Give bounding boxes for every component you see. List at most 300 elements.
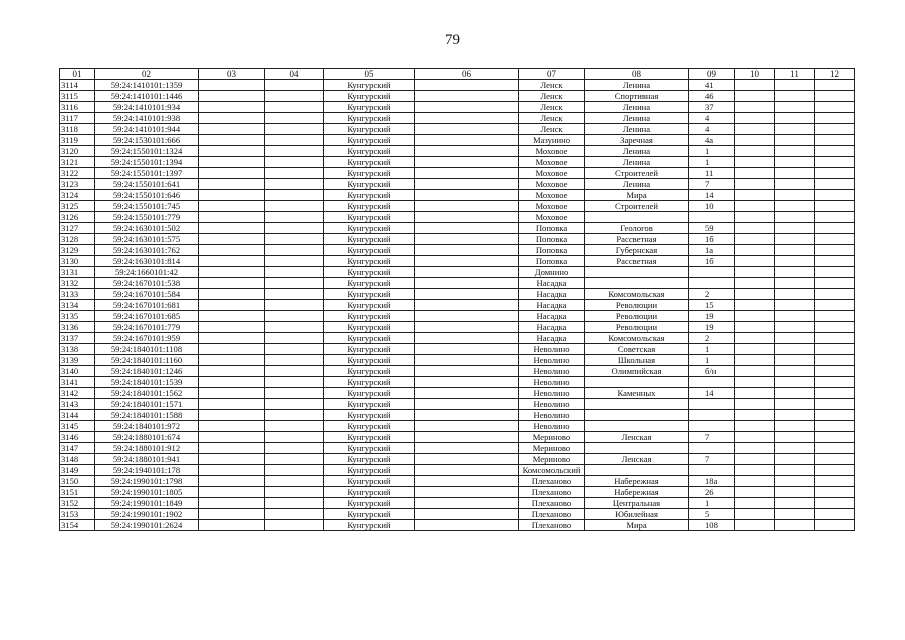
col-03-cell: [199, 223, 265, 234]
col-03-cell: [199, 91, 265, 102]
house-number-cell: 7: [689, 454, 735, 465]
row-number-cell: 3132: [60, 278, 95, 289]
district-cell: Кунгурский: [324, 289, 415, 300]
table-row: [60, 102, 855, 113]
col-03-cell: [199, 212, 265, 223]
col-04-cell: [265, 256, 324, 267]
cadastral-number-cell: 59:24:1670101:681: [95, 300, 199, 311]
district-cell: Кунгурский: [324, 300, 415, 311]
cadastral-number-cell: 59:24:1550101:779: [95, 212, 199, 223]
settlement-cell: Неволино: [519, 399, 585, 410]
col-10-cell: [735, 135, 775, 146]
table-row: [60, 80, 855, 91]
col-03-cell: [199, 509, 265, 520]
col-03-cell: [199, 80, 265, 91]
col-06-cell: [415, 102, 519, 113]
district-cell: Кунгурский: [324, 102, 415, 113]
street-cell: Школьная: [585, 355, 689, 366]
cadastral-number-cell: 59:24:1410101:938: [95, 113, 199, 124]
col-10-cell: [735, 289, 775, 300]
col-11-cell: [775, 509, 815, 520]
col-04-cell: [265, 245, 324, 256]
settlement-cell: Мериново: [519, 454, 585, 465]
settlement-cell: Ленск: [519, 91, 585, 102]
cadastral-number-cell: 59:24:1530101:666: [95, 135, 199, 146]
col-12-cell: [815, 201, 855, 212]
house-number-cell: [689, 443, 735, 454]
cadastral-number-cell: 59:24:1550101:1324: [95, 146, 199, 157]
row-number-cell: 3115: [60, 91, 95, 102]
row-number-cell: 3152: [60, 498, 95, 509]
col-11-cell: [775, 311, 815, 322]
table-row: [60, 432, 855, 443]
col-04-cell: [265, 333, 324, 344]
col-10-cell: [735, 179, 775, 190]
street-cell: [585, 377, 689, 388]
row-number-cell: 3137: [60, 333, 95, 344]
settlement-cell: Моховое: [519, 201, 585, 212]
house-number-cell: 14: [689, 388, 735, 399]
district-cell: Кунгурский: [324, 465, 415, 476]
table-row: [60, 245, 855, 256]
street-cell: Ленина: [585, 157, 689, 168]
settlement-cell: Мериново: [519, 443, 585, 454]
col-03-cell: [199, 487, 265, 498]
cadastral-number-cell: 59:24:1880101:941: [95, 454, 199, 465]
col-04-cell: [265, 179, 324, 190]
cadastral-number-cell: 59:24:1940101:178: [95, 465, 199, 476]
row-number-cell: 3148: [60, 454, 95, 465]
table-row: [60, 256, 855, 267]
col-11-cell: [775, 520, 815, 531]
col-11-cell: [775, 91, 815, 102]
col-03-cell: [199, 311, 265, 322]
settlement-cell: Плеханово: [519, 520, 585, 531]
col-03-cell: [199, 179, 265, 190]
street-cell: Ленина: [585, 124, 689, 135]
register-table: [59, 68, 855, 531]
col-11-cell: [775, 443, 815, 454]
cadastral-number-cell: 59:24:1550101:646: [95, 190, 199, 201]
street-cell: Рассветная: [585, 256, 689, 267]
col-06-cell: [415, 322, 519, 333]
col-03-cell: [199, 157, 265, 168]
house-number-cell: [689, 410, 735, 421]
col-12-cell: [815, 443, 855, 454]
col-12-cell: [815, 124, 855, 135]
col-06-cell: [415, 355, 519, 366]
table-row: [60, 366, 855, 377]
cadastral-number-cell: 59:24:1990101:1849: [95, 498, 199, 509]
col-06-cell: [415, 289, 519, 300]
house-number-cell: 2: [689, 333, 735, 344]
settlement-cell: Поповка: [519, 223, 585, 234]
col-04-cell: [265, 432, 324, 443]
column-header-5: 05: [324, 69, 415, 80]
street-cell: Губернская: [585, 245, 689, 256]
district-cell: Кунгурский: [324, 344, 415, 355]
cadastral-number-cell: 59:24:1550101:745: [95, 201, 199, 212]
col-12-cell: [815, 289, 855, 300]
col-11-cell: [775, 146, 815, 157]
col-11-cell: [775, 212, 815, 223]
cadastral-number-cell: 59:24:1630101:502: [95, 223, 199, 234]
cadastral-number-cell: 59:24:1990101:1798: [95, 476, 199, 487]
street-cell: Строителей: [585, 168, 689, 179]
col-12-cell: [815, 355, 855, 366]
table-row: [60, 443, 855, 454]
row-number-cell: 3119: [60, 135, 95, 146]
row-number-cell: 3127: [60, 223, 95, 234]
house-number-cell: 5: [689, 509, 735, 520]
table-row: [60, 311, 855, 322]
district-cell: Кунгурский: [324, 454, 415, 465]
col-04-cell: [265, 289, 324, 300]
col-04-cell: [265, 520, 324, 531]
col-03-cell: [199, 344, 265, 355]
table-row: [60, 113, 855, 124]
settlement-cell: Мазунино: [519, 135, 585, 146]
row-number-cell: 3134: [60, 300, 95, 311]
street-cell: Комсомольская: [585, 333, 689, 344]
col-11-cell: [775, 135, 815, 146]
settlement-cell: Плеханово: [519, 498, 585, 509]
house-number-cell: [689, 377, 735, 388]
col-10-cell: [735, 80, 775, 91]
table-row: [60, 179, 855, 190]
col-12-cell: [815, 267, 855, 278]
district-cell: Кунгурский: [324, 476, 415, 487]
cadastral-number-cell: 59:24:1630101:762: [95, 245, 199, 256]
col-10-cell: [735, 421, 775, 432]
col-11-cell: [775, 399, 815, 410]
col-03-cell: [199, 432, 265, 443]
district-cell: Кунгурский: [324, 311, 415, 322]
col-12-cell: [815, 333, 855, 344]
col-10-cell: [735, 168, 775, 179]
col-12-cell: [815, 190, 855, 201]
district-cell: Кунгурский: [324, 267, 415, 278]
col-04-cell: [265, 487, 324, 498]
house-number-cell: 7: [689, 179, 735, 190]
settlement-cell: Насадка: [519, 311, 585, 322]
row-number-cell: 3142: [60, 388, 95, 399]
col-10-cell: [735, 377, 775, 388]
col-04-cell: [265, 124, 324, 135]
table-row: [60, 278, 855, 289]
district-cell: Кунгурский: [324, 410, 415, 421]
col-04-cell: [265, 190, 324, 201]
col-11-cell: [775, 102, 815, 113]
col-12-cell: [815, 509, 855, 520]
row-number-cell: 3128: [60, 234, 95, 245]
house-number-cell: [689, 465, 735, 476]
settlement-cell: Плеханово: [519, 476, 585, 487]
table-row: [60, 333, 855, 344]
cadastral-number-cell: 59:24:1630101:575: [95, 234, 199, 245]
row-number-cell: 3121: [60, 157, 95, 168]
table-row: [60, 234, 855, 245]
col-12-cell: [815, 399, 855, 410]
col-12-cell: [815, 377, 855, 388]
col-10-cell: [735, 201, 775, 212]
row-number-cell: 3125: [60, 201, 95, 212]
street-cell: Революции: [585, 300, 689, 311]
district-cell: Кунгурский: [324, 91, 415, 102]
district-cell: Кунгурский: [324, 322, 415, 333]
house-number-cell: 4а: [689, 135, 735, 146]
cadastral-number-cell: 59:24:1990101:2624: [95, 520, 199, 531]
street-cell: [585, 465, 689, 476]
row-number-cell: 3124: [60, 190, 95, 201]
street-cell: Мира: [585, 520, 689, 531]
table-row: [60, 201, 855, 212]
cadastral-number-cell: 59:24:1880101:912: [95, 443, 199, 454]
col-12-cell: [815, 322, 855, 333]
col-03-cell: [199, 421, 265, 432]
street-cell: Советская: [585, 344, 689, 355]
cadastral-number-cell: 59:24:1410101:1446: [95, 91, 199, 102]
house-number-cell: 46: [689, 91, 735, 102]
col-11-cell: [775, 344, 815, 355]
district-cell: Кунгурский: [324, 201, 415, 212]
col-04-cell: [265, 234, 324, 245]
col-10-cell: [735, 256, 775, 267]
col-06-cell: [415, 476, 519, 487]
col-03-cell: [199, 113, 265, 124]
district-cell: Кунгурский: [324, 113, 415, 124]
col-04-cell: [265, 399, 324, 410]
col-04-cell: [265, 465, 324, 476]
col-11-cell: [775, 256, 815, 267]
settlement-cell: Насадка: [519, 300, 585, 311]
col-03-cell: [199, 267, 265, 278]
col-10-cell: [735, 113, 775, 124]
col-10-cell: [735, 124, 775, 135]
house-number-cell: 37: [689, 102, 735, 113]
col-06-cell: [415, 234, 519, 245]
district-cell: Кунгурский: [324, 443, 415, 454]
table-row: [60, 476, 855, 487]
row-number-cell: 3150: [60, 476, 95, 487]
col-03-cell: [199, 454, 265, 465]
col-06-cell: [415, 168, 519, 179]
col-12-cell: [815, 454, 855, 465]
house-number-cell: [689, 399, 735, 410]
row-number-cell: 3130: [60, 256, 95, 267]
col-03-cell: [199, 366, 265, 377]
col-06-cell: [415, 366, 519, 377]
table-row: [60, 212, 855, 223]
cadastral-number-cell: 59:24:1840101:1571: [95, 399, 199, 410]
row-number-cell: 3136: [60, 322, 95, 333]
settlement-cell: Ленск: [519, 113, 585, 124]
house-number-cell: 19: [689, 322, 735, 333]
row-number-cell: 3141: [60, 377, 95, 388]
col-06-cell: [415, 278, 519, 289]
col-04-cell: [265, 278, 324, 289]
col-11-cell: [775, 223, 815, 234]
col-03-cell: [199, 355, 265, 366]
table-row: [60, 410, 855, 421]
col-06-cell: [415, 388, 519, 399]
col-11-cell: [775, 366, 815, 377]
table-row: [60, 388, 855, 399]
col-06-cell: [415, 520, 519, 531]
col-10-cell: [735, 300, 775, 311]
house-number-cell: 26: [689, 487, 735, 498]
col-12-cell: [815, 212, 855, 223]
col-06-cell: [415, 179, 519, 190]
settlement-cell: Насадка: [519, 289, 585, 300]
col-11-cell: [775, 168, 815, 179]
settlement-cell: Комсомольский: [519, 465, 585, 476]
row-number-cell: 3133: [60, 289, 95, 300]
street-cell: Строителей: [585, 201, 689, 212]
house-number-cell: 4: [689, 113, 735, 124]
col-06-cell: [415, 146, 519, 157]
col-04-cell: [265, 322, 324, 333]
district-cell: Кунгурский: [324, 124, 415, 135]
street-cell: Набережная: [585, 487, 689, 498]
col-11-cell: [775, 201, 815, 212]
cadastral-number-cell: 59:24:1990101:1805: [95, 487, 199, 498]
col-04-cell: [265, 355, 324, 366]
table-body: [60, 69, 855, 531]
row-number-cell: 3122: [60, 168, 95, 179]
col-11-cell: [775, 432, 815, 443]
table-row: [60, 509, 855, 520]
col-04-cell: [265, 311, 324, 322]
col-03-cell: [199, 465, 265, 476]
district-cell: Кунгурский: [324, 487, 415, 498]
house-number-cell: 11: [689, 168, 735, 179]
table-row: [60, 135, 855, 146]
row-number-cell: 3153: [60, 509, 95, 520]
col-12-cell: [815, 366, 855, 377]
street-cell: Ленская: [585, 432, 689, 443]
col-12-cell: [815, 432, 855, 443]
col-04-cell: [265, 201, 324, 212]
col-12-cell: [815, 146, 855, 157]
col-12-cell: [815, 102, 855, 113]
street-cell: Ленина: [585, 80, 689, 91]
col-04-cell: [265, 388, 324, 399]
house-number-cell: 10: [689, 201, 735, 212]
cadastral-number-cell: 59:24:1840101:1246: [95, 366, 199, 377]
settlement-cell: Ленск: [519, 102, 585, 113]
col-12-cell: [815, 520, 855, 531]
settlement-cell: Моховое: [519, 157, 585, 168]
col-11-cell: [775, 498, 815, 509]
settlement-cell: Моховое: [519, 212, 585, 223]
row-number-cell: 3154: [60, 520, 95, 531]
col-10-cell: [735, 344, 775, 355]
district-cell: Кунгурский: [324, 498, 415, 509]
col-10-cell: [735, 388, 775, 399]
district-cell: Кунгурский: [324, 190, 415, 201]
col-12-cell: [815, 421, 855, 432]
district-cell: Кунгурский: [324, 80, 415, 91]
col-12-cell: [815, 223, 855, 234]
house-number-cell: 1: [689, 157, 735, 168]
settlement-cell: Неволино: [519, 421, 585, 432]
col-03-cell: [199, 388, 265, 399]
col-11-cell: [775, 289, 815, 300]
cadastral-number-cell: 59:24:1840101:1588: [95, 410, 199, 421]
col-10-cell: [735, 498, 775, 509]
col-03-cell: [199, 443, 265, 454]
col-03-cell: [199, 289, 265, 300]
column-header-11: 11: [775, 69, 815, 80]
col-04-cell: [265, 344, 324, 355]
table-row: [60, 487, 855, 498]
settlement-cell: Моховое: [519, 168, 585, 179]
col-11-cell: [775, 234, 815, 245]
row-number-cell: 3114: [60, 80, 95, 91]
cadastral-number-cell: 59:24:1630101:814: [95, 256, 199, 267]
street-cell: Ленина: [585, 146, 689, 157]
settlement-cell: Моховое: [519, 179, 585, 190]
col-04-cell: [265, 267, 324, 278]
street-cell: Заречная: [585, 135, 689, 146]
col-10-cell: [735, 443, 775, 454]
col-04-cell: [265, 102, 324, 113]
district-cell: Кунгурский: [324, 256, 415, 267]
column-header-9: 09: [689, 69, 735, 80]
col-03-cell: [199, 278, 265, 289]
cadastral-number-cell: 59:24:1670101:538: [95, 278, 199, 289]
street-cell: Ленина: [585, 113, 689, 124]
col-10-cell: [735, 366, 775, 377]
col-04-cell: [265, 498, 324, 509]
house-number-cell: 14: [689, 190, 735, 201]
col-10-cell: [735, 245, 775, 256]
house-number-cell: 1: [689, 498, 735, 509]
district-cell: Кунгурский: [324, 333, 415, 344]
settlement-cell: Ленск: [519, 124, 585, 135]
col-06-cell: [415, 212, 519, 223]
col-12-cell: [815, 168, 855, 179]
settlement-cell: Плеханово: [519, 509, 585, 520]
settlement-cell: Насадка: [519, 333, 585, 344]
settlement-cell: Неволино: [519, 366, 585, 377]
house-number-cell: 2: [689, 289, 735, 300]
col-10-cell: [735, 465, 775, 476]
col-12-cell: [815, 311, 855, 322]
street-cell: [585, 410, 689, 421]
street-cell: Набережная: [585, 476, 689, 487]
house-number-cell: [689, 212, 735, 223]
row-number-cell: 3126: [60, 212, 95, 223]
district-cell: Кунгурский: [324, 509, 415, 520]
col-11-cell: [775, 388, 815, 399]
row-number-cell: 3147: [60, 443, 95, 454]
col-11-cell: [775, 377, 815, 388]
col-06-cell: [415, 487, 519, 498]
col-10-cell: [735, 410, 775, 421]
cadastral-number-cell: 59:24:1550101:641: [95, 179, 199, 190]
col-11-cell: [775, 113, 815, 124]
table-row: [60, 289, 855, 300]
col-10-cell: [735, 234, 775, 245]
col-06-cell: [415, 91, 519, 102]
cadastral-number-cell: 59:24:1990101:1902: [95, 509, 199, 520]
row-number-cell: 3123: [60, 179, 95, 190]
col-04-cell: [265, 421, 324, 432]
col-03-cell: [199, 300, 265, 311]
col-11-cell: [775, 190, 815, 201]
